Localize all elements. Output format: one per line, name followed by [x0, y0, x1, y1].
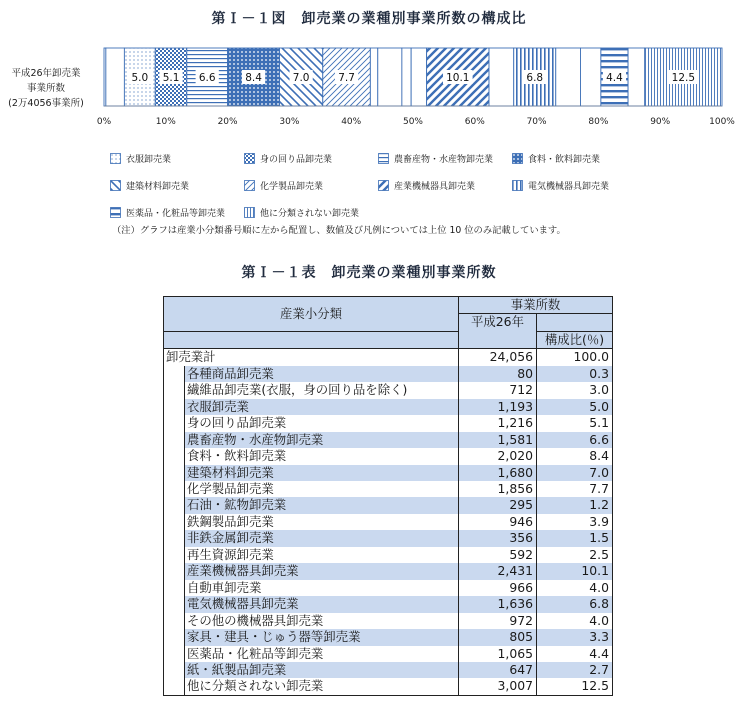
table-row — [164, 382, 613, 398]
chart-title: 第Ｉ－１図 卸売業の業種別事業所数の構成比 — [211, 11, 527, 27]
row-count: 1,065 — [459, 646, 537, 662]
table-row — [164, 613, 613, 629]
x-tick-label: 50% — [402, 117, 424, 127]
row-ratio: 8.4 — [537, 448, 613, 464]
x-tick-label: 80% — [588, 117, 609, 127]
row-count: 1,680 — [459, 465, 537, 481]
row-ratio: 3.3 — [537, 629, 613, 645]
x-tick-label: 20% — [217, 117, 238, 127]
row-count: 356 — [459, 530, 537, 546]
data-label: 5.1 — [162, 72, 180, 84]
row-ratio: 4.0 — [537, 613, 613, 629]
row-ratio: 7.0 — [537, 465, 613, 481]
row-count: 1,856 — [459, 481, 537, 497]
table-row — [164, 530, 613, 546]
bar-segment — [411, 48, 426, 106]
data-label: 6.8 — [526, 72, 544, 84]
row-name: 衣服卸売業 — [185, 399, 459, 415]
legend-item — [244, 206, 359, 219]
row-ratio: 3.0 — [537, 382, 613, 398]
table-row — [164, 662, 613, 678]
legend-swatch — [110, 207, 121, 218]
x-tick-label: 70% — [526, 117, 547, 127]
legend-item — [378, 152, 493, 165]
bar-segment — [402, 48, 411, 106]
row-count: 2,431 — [459, 563, 537, 579]
row-ratio: 2.7 — [537, 662, 613, 678]
legend-item — [110, 152, 171, 165]
bar-segment — [580, 48, 600, 106]
row-name: 鉄鋼製品卸売業 — [185, 514, 459, 530]
table-row — [164, 596, 613, 612]
row-ratio: 1.5 — [537, 530, 613, 546]
bar-segment — [556, 48, 581, 106]
legend-item — [244, 152, 332, 165]
row-name: 繊維品卸売業(衣服，身の回り品を除く) — [185, 382, 459, 398]
row-count: 946 — [459, 514, 537, 530]
row-count: 972 — [459, 613, 537, 629]
table-row — [164, 547, 613, 563]
table-row — [164, 678, 613, 695]
row-ratio: 3.9 — [537, 514, 613, 530]
row-count: 712 — [459, 382, 537, 398]
table-title: 第Ｉ－１表 卸売業の業種別事業所数 — [241, 265, 497, 281]
row-name: 産業機械器具卸売業 — [185, 563, 459, 579]
row-count: 1,636 — [459, 596, 537, 612]
legend-swatch — [512, 180, 523, 191]
row-count: 295 — [459, 497, 537, 513]
header-group: 事業所数 — [459, 297, 613, 314]
row-name: 食料・飲料卸売業 — [185, 448, 459, 464]
row-ratio: 12.5 — [537, 678, 613, 695]
table-row — [164, 646, 613, 662]
row-name: 紙・紙製品卸売業 — [185, 662, 459, 678]
row-name: 他に分類されない卸売業 — [185, 678, 459, 695]
row-ratio: 2.5 — [537, 547, 613, 563]
row-count: 1,193 — [459, 399, 537, 415]
row-name: 卸売業計 — [164, 349, 459, 366]
data-label: 10.1 — [446, 72, 470, 84]
row-ratio: 5.1 — [537, 415, 613, 431]
bar-segment — [489, 48, 514, 106]
row-name: 自動車卸売業 — [185, 580, 459, 596]
row-count: 24,056 — [459, 349, 537, 366]
table-row — [164, 415, 613, 431]
data-label: 7.0 — [292, 72, 310, 84]
legend-item — [110, 179, 189, 192]
row-label-line: 事業所数 — [26, 83, 65, 94]
table-row — [164, 481, 613, 497]
legend-swatch — [244, 207, 255, 218]
bar-segment — [106, 48, 125, 106]
data-label: 5.0 — [131, 72, 149, 84]
table-row — [164, 563, 613, 579]
data-label: 6.6 — [198, 72, 216, 84]
row-count: 966 — [459, 580, 537, 596]
row-label-line: (2万4056事業所) — [8, 98, 84, 109]
legend-label: 衣服卸売業 — [126, 155, 172, 165]
bar-segment — [628, 48, 645, 106]
data-label: 12.5 — [671, 72, 696, 84]
legend-label: 食料・飲料卸売業 — [528, 155, 601, 165]
row-name: 再生資源卸売業 — [185, 547, 459, 563]
legend-swatch — [378, 153, 389, 164]
establishments-table — [163, 296, 613, 696]
x-tick-label: 30% — [279, 117, 300, 127]
bar-segment — [378, 48, 402, 106]
table-row — [164, 580, 613, 596]
row-ratio: 100.0 — [537, 349, 613, 366]
legend-swatch — [512, 153, 523, 164]
x-tick-label: 60% — [464, 117, 485, 127]
table-row — [164, 465, 613, 481]
data-label: 4.4 — [606, 72, 623, 84]
x-tick-label: 10% — [155, 117, 176, 127]
row-name: 農畜産物・水産物卸売業 — [185, 432, 459, 448]
row-count: 1,581 — [459, 432, 537, 448]
row-ratio: 4.0 — [537, 580, 613, 596]
row-name: 身の回り品卸売業 — [185, 415, 459, 431]
table-row — [164, 514, 613, 530]
row-name: 電気機械器具卸売業 — [185, 596, 459, 612]
table-row — [164, 448, 613, 464]
row-name: 建築材料卸売業 — [185, 465, 459, 481]
legend-label: 産業機械器具卸売業 — [394, 182, 476, 192]
legend-label: 化学製品卸売業 — [260, 182, 324, 192]
bar-segment — [370, 48, 377, 106]
legend-swatch — [244, 153, 255, 164]
legend-item — [512, 179, 609, 192]
x-tick-label: 0% — [96, 117, 112, 127]
stacked-bar-chart — [0, 30, 738, 150]
table-row — [164, 432, 613, 448]
header-category: 産業小分類 — [164, 297, 459, 332]
legend-swatch — [110, 180, 121, 191]
legend-swatch — [244, 180, 255, 191]
table-total-row — [164, 349, 613, 366]
legend-item — [110, 206, 225, 219]
row-name: 石油・鉱物卸売業 — [185, 497, 459, 513]
row-count: 805 — [459, 629, 537, 645]
legend-item — [244, 179, 323, 192]
row-count: 80 — [459, 366, 537, 382]
row-count: 647 — [459, 662, 537, 678]
row-count: 3,007 — [459, 678, 537, 695]
table-row — [164, 399, 613, 415]
row-ratio: 0.3 — [537, 366, 613, 382]
row-ratio: 4.4 — [537, 646, 613, 662]
chart-note: （注）グラフは産業小分類番号順に左から配置し、数値及び凡例については上位 10 位のみ記載しています。 — [112, 225, 566, 236]
row-name: 医薬品・化粧品等卸売業 — [185, 646, 459, 662]
x-tick-label: 90% — [650, 117, 671, 127]
legend-item — [512, 152, 600, 165]
row-ratio: 5.0 — [537, 399, 613, 415]
row-name: 非鉄金属卸売業 — [185, 530, 459, 546]
row-ratio: 6.8 — [537, 596, 613, 612]
table-row — [164, 629, 613, 645]
data-label: 8.4 — [245, 72, 262, 84]
row-ratio: 1.2 — [537, 497, 613, 513]
header-ratio: 構成比(％) — [537, 331, 613, 348]
legend-label: 身の回り品卸売業 — [260, 155, 333, 165]
row-count: 2,020 — [459, 448, 537, 464]
row-ratio: 6.6 — [537, 432, 613, 448]
row-name: 化学製品卸売業 — [185, 481, 459, 497]
legend-swatch — [110, 153, 121, 164]
legend-label: 医薬品・化粧品等卸売業 — [126, 209, 226, 219]
row-label-line: 平成26年卸売業 — [11, 68, 81, 79]
x-tick-label: 40% — [341, 117, 362, 127]
row-ratio: 7.7 — [537, 481, 613, 497]
table-row — [164, 497, 613, 513]
x-tick-label: 100% — [709, 117, 735, 127]
legend-item — [378, 179, 475, 192]
row-count: 592 — [459, 547, 537, 563]
row-ratio: 10.1 — [537, 563, 613, 579]
row-name: 各種商品卸売業 — [185, 366, 459, 382]
header-year: 平成26年 — [459, 314, 537, 349]
data-label: 7.7 — [338, 72, 355, 84]
legend-label: 農畜産物・水産物卸売業 — [394, 155, 494, 165]
row-count: 1,216 — [459, 415, 537, 431]
legend-label: 電気機械器具卸売業 — [528, 182, 610, 192]
legend-swatch — [378, 180, 389, 191]
row-name: その他の機械器具卸売業 — [185, 613, 459, 629]
table-row — [164, 366, 613, 382]
legend-label: 建築材料卸売業 — [126, 182, 190, 192]
row-name: 家具・建具・じゅう器等卸売業 — [185, 629, 459, 645]
legend-label: 他に分類されない卸売業 — [260, 209, 360, 219]
